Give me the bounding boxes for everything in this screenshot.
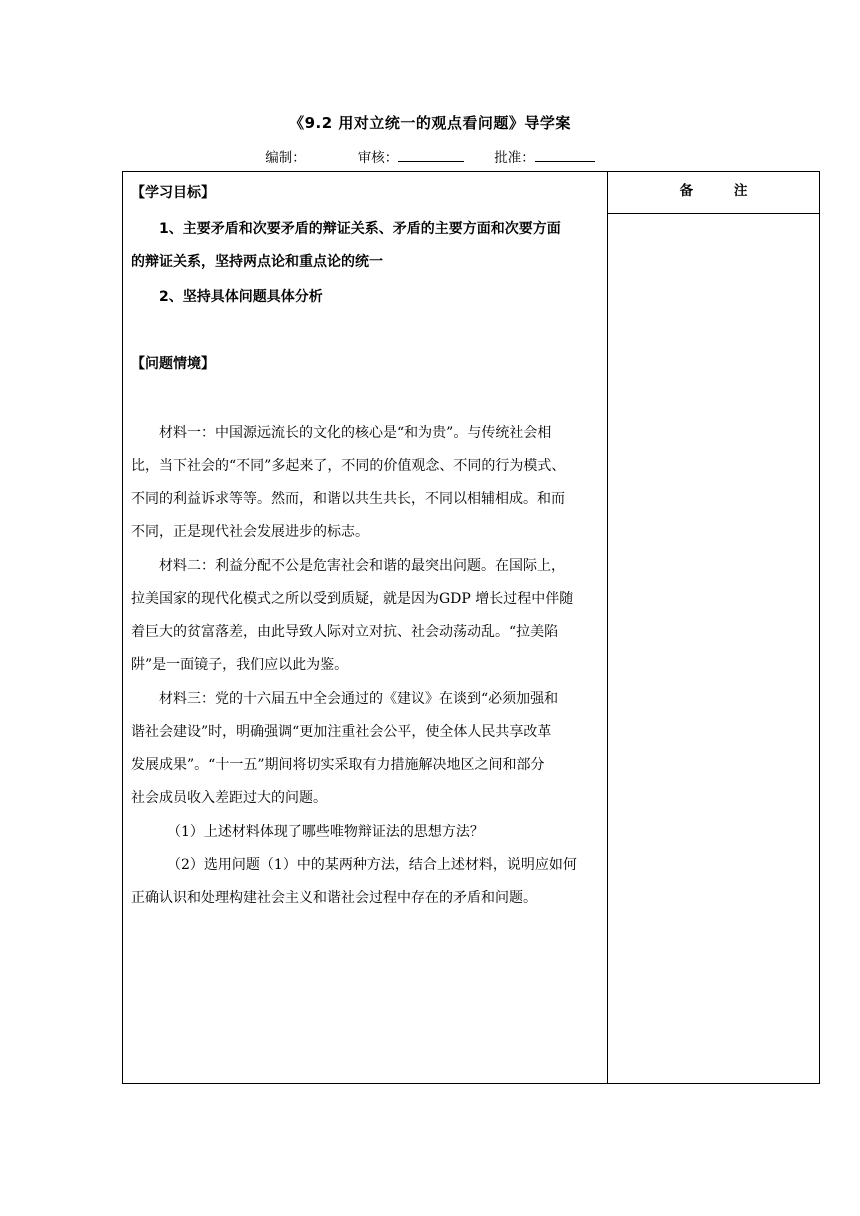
material-line: 材料二：利益分配不公是危害社会和谐的最突出问题。在国际上， <box>159 558 565 574</box>
editor-label: 编制： <box>265 150 306 166</box>
study-table <box>122 171 820 1084</box>
approver-blank <box>535 149 595 162</box>
reviewer-label: 审核： <box>357 150 399 166</box>
document-meta <box>0 146 860 166</box>
material-line: 发展成果”。“十一五”期间将切实采取有力措施解决地区之间和部分 <box>131 757 545 773</box>
question-2-line-2: 正确认识和处理构建社会主义和谐社会过程中存在的矛盾和问题。 <box>131 890 537 906</box>
goal-1-line-1: 1、主要矛盾和次要矛盾的辩证关系、矛盾的主要方面和次要方面 <box>159 221 561 237</box>
goals-heading: 【学习目标】 <box>131 185 215 201</box>
material-line: 不同的利益诉求等等。然而，和谐以共生共长，不同以相辅相成。和而 <box>131 491 565 507</box>
material-line: 阱”是一面镜子，我们应以此为鉴。 <box>131 657 349 673</box>
material-line: 社会成员收入差距过大的问题。 <box>131 790 327 806</box>
reviewer-blank <box>398 149 464 162</box>
question-1: （1）上述材料体现了哪些唯物辩证法的思想方法？ <box>167 824 484 840</box>
notes-header: 备 注 <box>608 172 819 214</box>
main-column <box>123 172 608 1083</box>
material-line: 不同，正是现代社会发展进步的标志。 <box>131 524 369 540</box>
material-line: 着巨大的贫富落差，由此导致人际对立对抗、社会动荡动乱。“拉美陷 <box>131 624 559 640</box>
goal-1-line-2: 的辩证关系，坚持两点论和重点论的统一 <box>131 254 383 270</box>
material-line: 材料一：中国源远流长的文化的核心是“和为贵”。与传统社会相 <box>159 425 552 441</box>
material-line: 材料三：党的十六届五中全会通过的《建议》在谈到“必须加强和 <box>159 691 559 707</box>
material-line: 比，当下社会的“不同”多起来了，不同的价值观念、不同的行为模式、 <box>131 458 566 474</box>
approver-label: 批准： <box>494 150 535 166</box>
goal-2: 2、坚持具体问题具体分析 <box>159 289 323 305</box>
question-2-line-1: （2）选用问题（1）中的某两种方法，结合上述材料，说明应如何 <box>167 857 577 873</box>
material-line: 谐社会建设”时，明确强调“更加注重社会公平，使全体人民共享改革 <box>131 724 552 740</box>
situation-heading: 【问题情境】 <box>131 356 215 372</box>
document-title: 《9.2 用对立统一的观点看问题》导学案 <box>289 114 571 132</box>
notes-column <box>608 172 819 1083</box>
material-line: 拉美国家的现代化模式之所以受到质疑，就是因为GDP 增长过程中伴随 <box>131 591 574 607</box>
